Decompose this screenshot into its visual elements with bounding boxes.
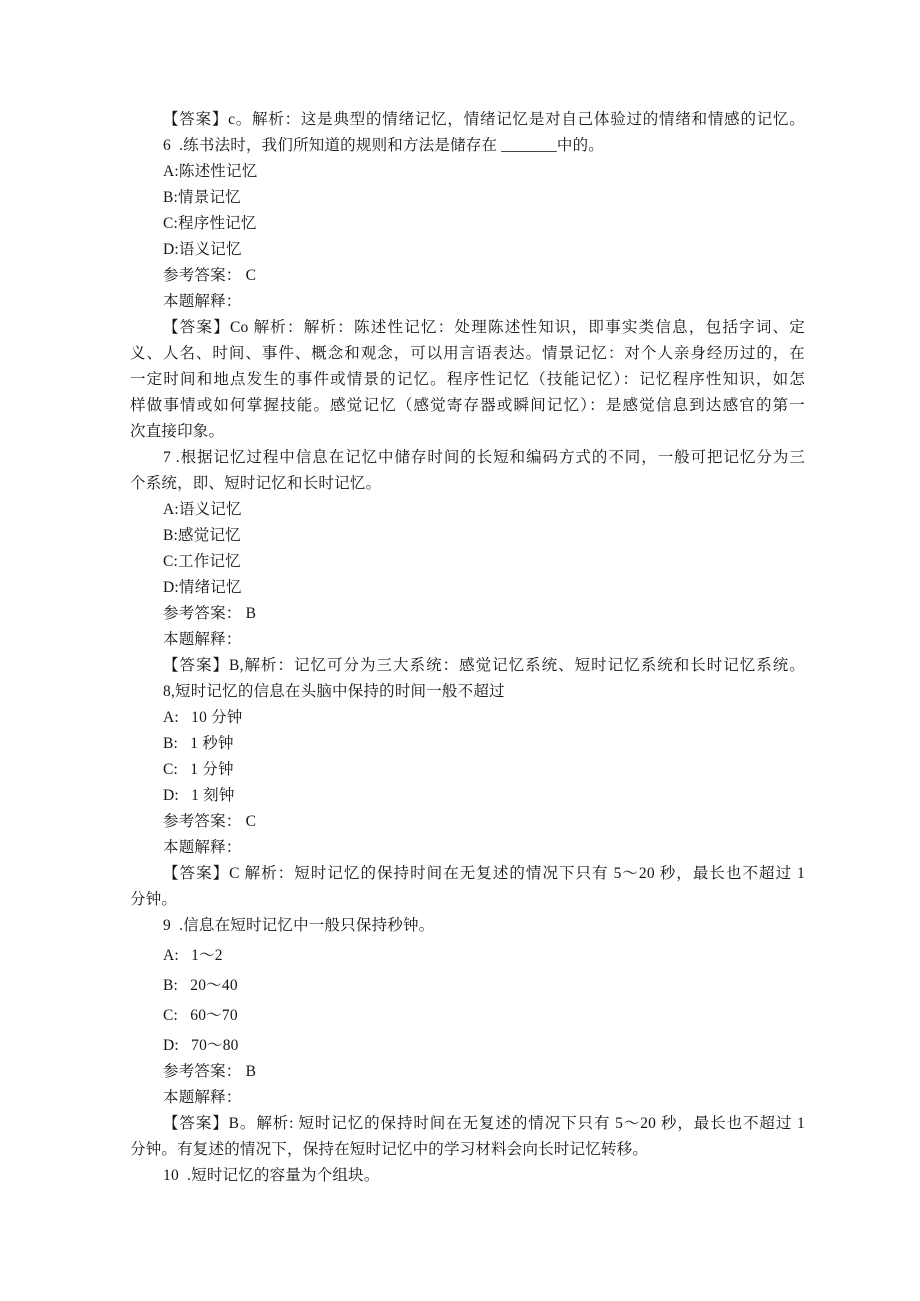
- q6-option-b: B:情景记忆: [163, 189, 241, 206]
- q6-option-d: D:语义记忆: [163, 241, 242, 258]
- q9-explanation-label: 本题解释：: [163, 1089, 242, 1106]
- q6-explanation-label: 本题解释：: [163, 293, 242, 310]
- question-7-text-line-2: 个系统，即、短时记忆和长时记忆。: [130, 475, 382, 492]
- q9-analysis-line-2: 分钟。有复述的情况下，保持在短时记忆中的学习材料会向长时记忆转移。: [130, 1141, 649, 1158]
- q8-option-b: B: 1 秒钟: [163, 735, 234, 752]
- question-8-text: 8,短时记忆的信息在头脑中保持的时间一般不超过: [163, 683, 505, 700]
- q6-analysis-line-2: 义、人名、时间、事件、概念和观念，可以用言语表达。情景记忆：对个人亲身经历过的，在: [130, 345, 805, 362]
- q6-option-a: A:陈述性记忆: [163, 163, 258, 180]
- q7-option-b: B:感觉记忆: [163, 527, 241, 544]
- q7-explanation-label: 本题解释：: [163, 631, 242, 648]
- q8-explanation-label: 本题解释：: [163, 839, 242, 856]
- q6-option-c: C:程序性记忆: [163, 215, 257, 232]
- q6-reference-answer: 参考答案： C: [163, 267, 257, 284]
- q9-analysis-line-1: 【答案】B。解析: 短时记忆的保持时间在无复述的情况下只有 5～20 秒，最长也不超过 1: [163, 1115, 805, 1132]
- q8-analysis-line-2: 分钟。: [130, 891, 178, 908]
- q9-option-a: A: 1～2: [163, 947, 223, 964]
- q9-option-b: B: 20～40: [163, 977, 238, 994]
- q8-option-c: C: 1 分钟: [163, 761, 234, 778]
- q8-option-a: A: 10 分钟: [163, 709, 243, 726]
- question-9-text: 9 .信息在短时记忆中一般只保持秒钟。: [163, 917, 435, 934]
- question-6-text: 6 .练书法时，我们所知道的规则和方法是储存在 _______中的。: [163, 137, 605, 154]
- q8-reference-answer: 参考答案： C: [163, 813, 257, 830]
- answer-analysis-q5: 【答案】c。解析：这是典型的情绪记忆，情绪记忆是对自己体验过的情绪和情感的记忆。: [163, 111, 805, 128]
- q7-option-a: A:语义记忆: [163, 501, 242, 518]
- q7-analysis-line-1: 【答案】B,解析：记忆可分为三大系统：感觉记忆系统、短时记忆系统和长时记忆系统。: [163, 657, 805, 674]
- q7-option-c: C:工作记忆: [163, 553, 241, 570]
- q6-analysis-line-4: 样做事情或如何掌握技能。感觉记忆（感觉寄存器或瞬间记忆）：是感觉信息到达感官的第一: [130, 397, 805, 414]
- q6-analysis-line-5: 次直接印象。: [130, 423, 225, 440]
- q8-option-d: D: 1 刻钟: [163, 787, 235, 804]
- q6-analysis-line-3: 一定时间和地点发生的事件或情景的记忆。程序性记忆（技能记忆）：记忆程序性知识，如怎: [130, 371, 805, 388]
- q9-reference-answer: 参考答案： B: [163, 1063, 257, 1080]
- q8-analysis-line-1: 【答案】C 解析：短时记忆的保持时间在无复述的情况下只有 5～20 秒，最长也不超过 1: [163, 865, 805, 882]
- q7-option-d: D:情绪记忆: [163, 579, 242, 596]
- q9-option-d: D: 70～80: [163, 1037, 239, 1054]
- q9-option-c: C: 60～70: [163, 1007, 238, 1024]
- question-7-text-line-1: 7 .根据记忆过程中信息在记忆中储存时间的长短和编码方式的不同，一般可把记忆分为三: [163, 449, 805, 466]
- q6-analysis-line-1: 【答案】Co 解析：解析：陈述性记忆：处理陈述性知识，即事实类信息，包括字词、定: [163, 319, 805, 336]
- question-10-text: 10 .短时记忆的容量为个组块。: [163, 1167, 380, 1184]
- q7-reference-answer: 参考答案： B: [163, 605, 257, 622]
